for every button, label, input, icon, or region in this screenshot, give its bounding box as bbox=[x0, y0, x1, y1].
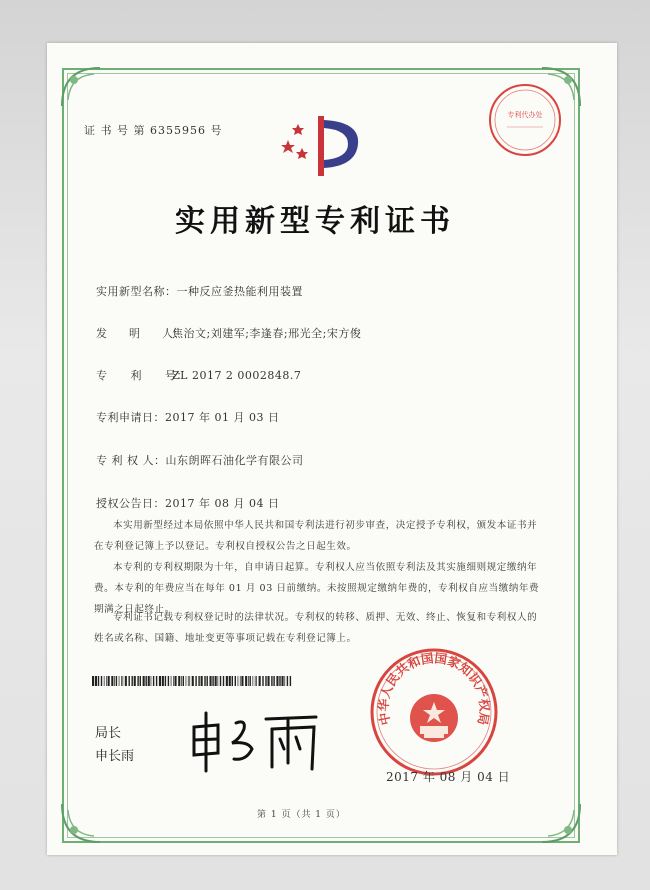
barcode-bar bbox=[101, 676, 102, 686]
barcode-bar bbox=[229, 676, 231, 686]
agency-seal-small bbox=[487, 82, 563, 158]
barcode-bar bbox=[119, 676, 120, 686]
filing-date-row bbox=[96, 409, 279, 425]
barcode-bar bbox=[210, 676, 212, 686]
barcode-bar bbox=[189, 676, 190, 686]
barcode-bar bbox=[140, 676, 141, 686]
director-title: 局长 bbox=[95, 726, 122, 741]
corner-ornament-bottom-right bbox=[538, 800, 582, 844]
grant-date-label: 授权公告日： bbox=[96, 497, 165, 510]
barcode-bar bbox=[129, 676, 130, 686]
utility-model-name-label: 实用新型名称： bbox=[96, 285, 177, 298]
barcode-bar bbox=[273, 676, 274, 686]
barcode-bar bbox=[125, 676, 127, 686]
barcode-bar bbox=[226, 676, 228, 686]
barcode-bar bbox=[195, 676, 196, 686]
barcode-bar bbox=[156, 676, 157, 686]
barcode-bar bbox=[238, 676, 239, 686]
grant-date-row bbox=[96, 495, 279, 511]
filing-date: 2017 年 01 月 03 日 bbox=[165, 411, 280, 424]
patent-office-logo bbox=[278, 110, 370, 180]
barcode-bar bbox=[186, 676, 187, 686]
barcode-bar bbox=[253, 676, 254, 686]
barcode-bar bbox=[121, 676, 122, 686]
barcode-bar bbox=[114, 676, 115, 686]
barcode-bar bbox=[265, 676, 266, 686]
barcode-bar bbox=[207, 676, 208, 686]
utility-model-name: 一种反应釜热能利用装置 bbox=[176, 285, 303, 298]
barcode-bar bbox=[201, 676, 203, 686]
barcode-bar bbox=[259, 676, 261, 686]
barcode-bar bbox=[256, 676, 257, 686]
official-seal bbox=[368, 646, 500, 778]
barcode-bar bbox=[168, 676, 169, 686]
seal-date: 2017 年 08 月 04 日 bbox=[386, 770, 511, 784]
barcode-bar bbox=[108, 676, 110, 686]
barcode-bar bbox=[198, 676, 199, 686]
barcode-bar bbox=[153, 676, 154, 686]
certificate-paragraph: 本专利的专利权期限为十年，自申请日起算。专利权人应当依照专利法及其实施细则规定缴纳年费。本专利的年费应当在每年 01 月 03 日前缴纳。未按照规定缴纳年费的，专利权自应当缴纳年费期满之日起终止。 bbox=[94, 562, 540, 615]
seal-small-text: 专利代办处 bbox=[507, 111, 543, 119]
barcode-bar bbox=[240, 676, 241, 686]
patent-number-label: 专 利 号： bbox=[96, 369, 188, 382]
barcode-bar bbox=[116, 676, 117, 686]
inventor-row bbox=[96, 325, 361, 341]
director-name: 申长雨 bbox=[95, 749, 135, 764]
certificate-title: 实用新型专利证书 bbox=[175, 204, 455, 239]
page-number: 第 1 页（共 1 页） bbox=[257, 810, 346, 820]
patent-holder-row bbox=[96, 452, 304, 468]
barcode-bar bbox=[106, 676, 107, 686]
patent-holder: 山东朗晖石油化学有限公司 bbox=[165, 454, 304, 467]
barcode-bar bbox=[250, 676, 251, 686]
barcode-bar bbox=[92, 676, 94, 686]
corner-ornament-bottom-left bbox=[60, 800, 104, 844]
barcode-bar bbox=[123, 676, 124, 686]
director-signature bbox=[188, 705, 328, 775]
certificate-number: 证 书 号 第 6355956 号 bbox=[84, 124, 223, 137]
barcode-bar bbox=[181, 676, 182, 686]
barcode-bar bbox=[111, 676, 113, 686]
barcode-bar bbox=[137, 676, 138, 686]
barcode-bar bbox=[104, 676, 105, 686]
barcode-bar bbox=[284, 676, 285, 686]
utility-model-name-row bbox=[96, 283, 303, 299]
barcode-bar bbox=[159, 676, 161, 686]
barcode-bar bbox=[212, 676, 213, 686]
barcode-bar bbox=[248, 676, 249, 686]
certificate-paragraph: 本实用新型经过本局依照中华人民共和国专利法进行初步审查，决定授予专利权，颁发本证书并在专利登记簿上予以登记。专利权自授权公告之日起生效。 bbox=[94, 520, 538, 552]
barcode-bar bbox=[220, 676, 221, 686]
barcode-bar bbox=[218, 676, 219, 686]
certificate-paragraph: 专利证书记载专利权登记时的法律状况。专利权的转移、质押、无效、终止、恢复和专利权人的姓名或名称、国籍、地址变更等事项记载在专利登记簿上。 bbox=[94, 612, 538, 644]
barcode-bar bbox=[215, 676, 217, 686]
barcode-bar bbox=[175, 676, 177, 686]
barcode-bar bbox=[204, 676, 205, 686]
barcode-bar bbox=[188, 676, 189, 686]
barcode-bar bbox=[287, 676, 288, 686]
barcode-bar bbox=[95, 676, 97, 686]
barcode-bar bbox=[223, 676, 224, 686]
filing-date-label: 专利申请日： bbox=[96, 411, 165, 424]
barcode-bar bbox=[132, 676, 133, 686]
patent-number-row bbox=[96, 367, 301, 383]
patent-number: ZL 2017 2 0002848.7 bbox=[172, 369, 302, 382]
barcode-bar bbox=[148, 676, 150, 686]
inventors: 焦治文;刘建军;李逢春;邢光全;宋方俊 bbox=[172, 327, 362, 340]
barcode-bar bbox=[290, 676, 291, 686]
barcode-bar bbox=[192, 676, 194, 686]
barcode-bar bbox=[255, 676, 256, 686]
barcode-bar bbox=[232, 676, 233, 686]
barcode-bar bbox=[162, 676, 164, 686]
barcode-bar bbox=[241, 676, 243, 686]
barcode bbox=[92, 676, 292, 686]
barcode-bar bbox=[262, 676, 263, 686]
barcode-bar bbox=[165, 676, 166, 686]
barcode-bar bbox=[173, 676, 174, 686]
barcode-bar bbox=[134, 676, 136, 686]
barcode-bar bbox=[282, 676, 284, 686]
inventor-label: 发 明 人： bbox=[96, 327, 184, 340]
barcode-bar bbox=[271, 676, 272, 686]
barcode-bar bbox=[183, 676, 184, 686]
grant-date: 2017 年 08 月 04 日 bbox=[165, 497, 280, 510]
barcode-bar bbox=[268, 676, 270, 686]
barcode-bar bbox=[146, 676, 147, 686]
seal-text: 中华人民共和国国家知识产权局 bbox=[375, 650, 493, 727]
barcode-bar bbox=[276, 676, 278, 686]
barcode-bar bbox=[235, 676, 236, 686]
barcode-bar bbox=[98, 676, 99, 686]
barcode-bar bbox=[171, 676, 172, 686]
barcode-bar bbox=[279, 676, 280, 686]
corner-ornament-top-left bbox=[60, 66, 104, 110]
national-emblem-icon bbox=[410, 694, 458, 742]
barcode-bar bbox=[178, 676, 180, 686]
barcode-bar bbox=[151, 676, 152, 686]
barcode-bar bbox=[245, 676, 247, 686]
patent-holder-label: 专 利 权 人： bbox=[96, 454, 166, 467]
barcode-bar bbox=[143, 676, 145, 686]
